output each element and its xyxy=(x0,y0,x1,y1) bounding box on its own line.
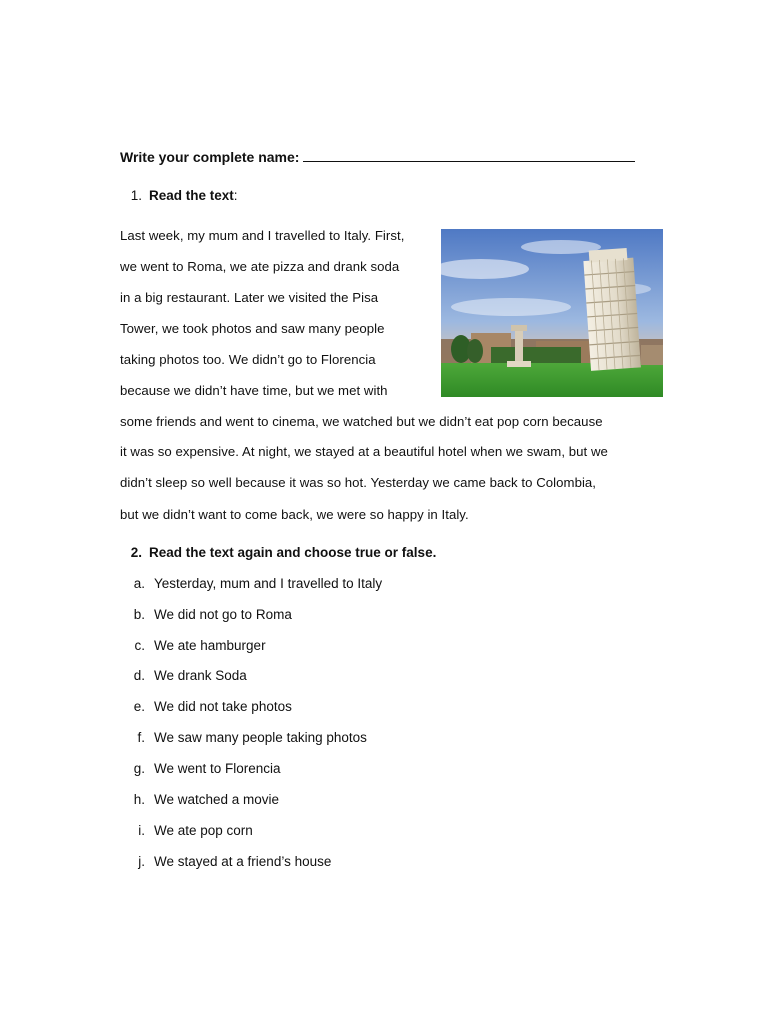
section-2-heading xyxy=(120,545,436,560)
list-item xyxy=(120,607,292,622)
paragraph-line: because we didn’t have time, but we met with xyxy=(120,383,388,398)
item-text: We saw many people taking photos xyxy=(154,730,367,745)
item-text: We did not go to Roma xyxy=(154,607,292,622)
paragraph-line: we went to Roma, we ate pizza and drank soda xyxy=(120,259,400,274)
list-item xyxy=(120,792,279,807)
item-letter: i. xyxy=(138,823,145,838)
item-text: We ate hamburger xyxy=(154,638,266,653)
paragraph-line: but we didn’t want to come back, we were so happy in Italy. xyxy=(120,507,469,522)
paragraph-line: Tower, we took photos and saw many people xyxy=(120,321,385,336)
paragraph-line: Last week, my mum and I travelled to Italy. First, xyxy=(120,228,405,243)
item-text: We did not take photos xyxy=(154,699,292,714)
list-item xyxy=(120,854,331,869)
section-1-title: Read the text xyxy=(149,188,234,203)
section-1-colon: : xyxy=(233,188,238,203)
item-letter: b. xyxy=(133,607,145,622)
item-text: We stayed at a friend’s house xyxy=(154,854,332,869)
list-item xyxy=(120,668,247,683)
item-letter: e. xyxy=(133,699,145,714)
paragraph-line: it was so expensive. At night, we stayed at a beautiful hotel when we swam, but we xyxy=(120,444,608,459)
section-1-number: 1. xyxy=(130,188,142,203)
item-text: We watched a movie xyxy=(154,792,280,807)
item-text: We went to Florencia xyxy=(154,761,281,776)
paragraph-line: didn’t sleep so well because it was so hot. Yesterday we came back to Colombia, xyxy=(120,475,597,490)
paragraph-line: taking photos too. We didn’t go to Florencia xyxy=(120,352,376,367)
list-item xyxy=(120,761,281,776)
list-item xyxy=(120,638,266,653)
item-letter: j. xyxy=(138,854,145,869)
name-blank-line[interactable] xyxy=(303,147,635,162)
item-text: Yesterday, mum and I travelled to Italy xyxy=(154,576,383,591)
item-text: We drank Soda xyxy=(154,668,247,683)
section-2-number: 2. xyxy=(130,545,142,560)
paragraph-line: some friends and went to cinema, we watched but we didn’t eat pop corn because xyxy=(120,414,603,429)
paragraph-line: in a big restaurant. Later we visited the Pisa xyxy=(120,290,379,305)
item-letter: h. xyxy=(133,792,145,807)
item-letter: c. xyxy=(134,638,145,653)
name-label: Write your complete name: xyxy=(120,149,300,165)
list-item xyxy=(120,730,367,745)
name-field-row xyxy=(120,147,635,165)
section-1-heading xyxy=(120,188,238,203)
leaning-tower-of-pisa-photo xyxy=(441,229,663,397)
list-item xyxy=(120,576,382,591)
item-text: We ate pop corn xyxy=(154,823,253,838)
item-letter: f. xyxy=(137,730,145,745)
section-2-title: Read the text again and choose true or false. xyxy=(149,545,437,560)
list-item xyxy=(120,699,292,714)
item-letter: a. xyxy=(133,576,145,591)
item-letter: d. xyxy=(133,668,145,683)
list-item xyxy=(120,823,253,838)
item-letter: g. xyxy=(133,761,145,776)
